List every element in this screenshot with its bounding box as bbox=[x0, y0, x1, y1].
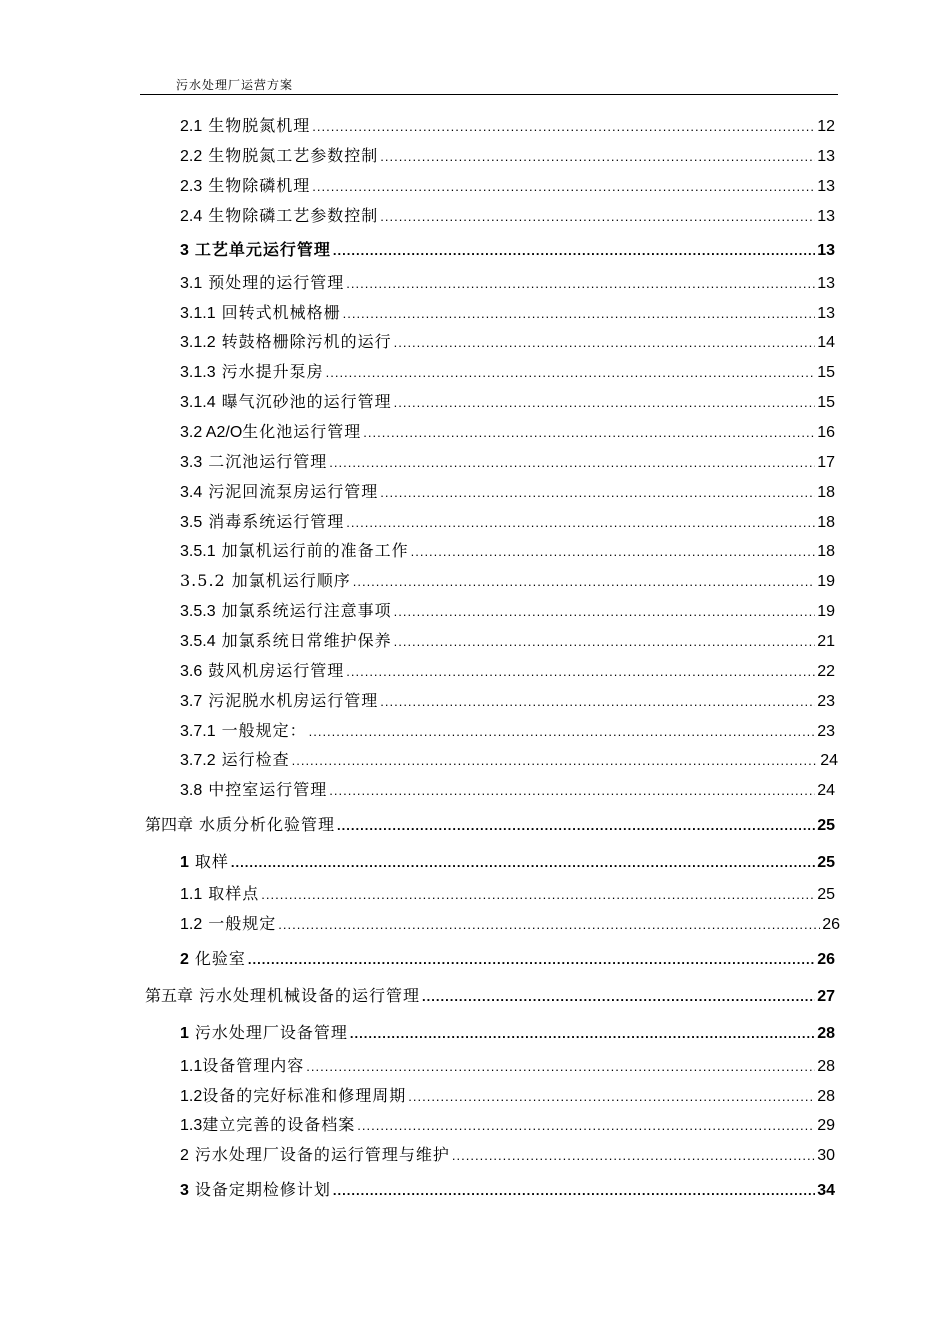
toc-entry-page: 28 bbox=[817, 1088, 835, 1105]
toc-entry-title: 加氯系统日常维护保养 bbox=[221, 631, 392, 650]
toc-leader-dots bbox=[309, 720, 816, 744]
toc-entry-title: 污水处理厂设备的运行管理与维护 bbox=[194, 1145, 450, 1164]
toc-entry-title: 生化池运行管理 bbox=[242, 422, 362, 441]
toc-entry-title: 加氯机运行前的准备工作 bbox=[221, 541, 409, 560]
toc-entry-page: 13 bbox=[817, 178, 835, 195]
toc-entry-page: 18 bbox=[817, 514, 835, 531]
toc-entry-page: 25 bbox=[817, 817, 835, 834]
toc-entry-title: 鼓风机房运行管理 bbox=[208, 661, 345, 680]
toc-entry-label bbox=[180, 450, 327, 475]
toc-leader-dots bbox=[422, 985, 815, 1009]
toc-entry-page: 29 bbox=[817, 1117, 835, 1134]
toc-entry-title: 中控室运行管理 bbox=[208, 780, 328, 799]
toc-entry-number: 3.2 A2/O bbox=[180, 424, 243, 441]
toc-leader-dots bbox=[343, 302, 816, 326]
toc-entry[interactable] bbox=[180, 882, 835, 906]
toc-entry-label bbox=[180, 238, 331, 263]
toc-entry[interactable] bbox=[180, 144, 835, 168]
toc-entry[interactable] bbox=[180, 719, 835, 743]
toc-entry-title: 设备的完好标准和修理周期 bbox=[202, 1086, 407, 1105]
toc-entry-title: 污水提升泵房 bbox=[221, 362, 324, 381]
toc-entry-number: 3.7.2 bbox=[180, 752, 216, 769]
toc-entry-page: 25 bbox=[817, 854, 835, 871]
toc-entry-label bbox=[180, 510, 344, 535]
toc-entry[interactable] bbox=[180, 850, 835, 874]
toc-entry-number: 第四章 bbox=[145, 815, 194, 834]
toc-entry[interactable] bbox=[180, 1054, 835, 1078]
toc-leader-dots bbox=[452, 1144, 815, 1168]
toc-entry-page: 19 bbox=[817, 603, 835, 620]
toc-entry[interactable] bbox=[180, 1084, 835, 1108]
toc-entry-number: 1 bbox=[180, 854, 189, 871]
toc-leader-dots bbox=[248, 948, 815, 972]
toc-entry-label bbox=[180, 539, 409, 564]
toc-entry[interactable] bbox=[180, 1021, 835, 1045]
toc-entry-label bbox=[180, 174, 310, 199]
toc-entry-label bbox=[180, 390, 392, 415]
toc-entry-title: 设备定期检修计划 bbox=[194, 1180, 331, 1199]
toc-entry-number: 3.1.3 bbox=[180, 364, 216, 381]
toc-entry[interactable] bbox=[180, 1143, 835, 1167]
toc-entry-page: 23 bbox=[817, 693, 835, 710]
toc-entry-number: 2 bbox=[180, 1147, 189, 1164]
toc-entry[interactable] bbox=[180, 420, 835, 444]
toc-entry-title: 水质分析化验管理 bbox=[199, 815, 336, 834]
toc-entry-label bbox=[180, 882, 259, 907]
toc-entry-page: 26 bbox=[817, 951, 835, 968]
toc-entry[interactable] bbox=[180, 1113, 835, 1137]
toc-entry[interactable] bbox=[180, 238, 835, 262]
toc-entry[interactable] bbox=[180, 114, 835, 138]
toc-entry-label bbox=[180, 480, 378, 505]
toc-entry-number: 2 bbox=[180, 951, 189, 968]
toc-entry[interactable] bbox=[180, 204, 835, 228]
toc-chapter-entry[interactable] bbox=[145, 813, 835, 837]
toc-entry-number: 3 bbox=[180, 1182, 189, 1199]
toc-entry-title: 运行检查 bbox=[221, 750, 290, 769]
toc-entry-number: 1.2 bbox=[180, 1088, 203, 1105]
toc-entry-title: 预处理的运行管理 bbox=[208, 273, 345, 292]
toc-entry-label bbox=[180, 569, 351, 593]
toc-entry-title: 加氯系统运行注意事项 bbox=[221, 601, 392, 620]
toc-entry[interactable] bbox=[180, 174, 835, 198]
toc-entry[interactable] bbox=[180, 689, 835, 713]
toc-entry-label bbox=[180, 420, 361, 445]
toc-entry-label bbox=[180, 1084, 406, 1109]
toc-entry[interactable] bbox=[180, 659, 835, 683]
toc-entry-page: 24 bbox=[820, 752, 838, 769]
toc-entry-number: 2.2 bbox=[180, 148, 203, 165]
toc-entry-page: 13 bbox=[817, 148, 835, 165]
toc-leader-dots bbox=[326, 361, 816, 385]
toc-entry-title: 回转式机械格栅 bbox=[221, 303, 341, 322]
toc-entry-number: 3.6 bbox=[180, 663, 203, 680]
toc-entry-page: 22 bbox=[817, 663, 835, 680]
toc-entry-number: 3.1.4 bbox=[180, 394, 216, 411]
toc-entry[interactable] bbox=[180, 301, 835, 325]
toc-entry[interactable] bbox=[180, 330, 835, 354]
toc-entry[interactable] bbox=[180, 539, 835, 563]
toc-entry-page: 14 bbox=[817, 334, 835, 351]
toc-leader-dots bbox=[380, 145, 815, 169]
toc-entry-page: 26 bbox=[822, 916, 840, 933]
toc-entry-label bbox=[180, 360, 324, 385]
toc-entry-page: 16 bbox=[817, 424, 835, 441]
toc-entry-page: 34 bbox=[817, 1182, 835, 1199]
toc-entry-number: 1 bbox=[180, 1025, 189, 1042]
toc-leader-dots bbox=[353, 570, 815, 594]
toc-entry-title: 取样点 bbox=[208, 884, 260, 903]
toc-leader-dots bbox=[329, 451, 815, 475]
toc-leader-dots bbox=[380, 205, 815, 229]
toc-leader-dots bbox=[411, 540, 816, 564]
toc-entry-page: 13 bbox=[817, 275, 835, 292]
toc-entry-label bbox=[180, 689, 378, 714]
toc-entry-number: 2.3 bbox=[180, 178, 203, 195]
toc-leader-dots bbox=[350, 1022, 815, 1046]
toc-entry-number: 第五章 bbox=[145, 986, 194, 1005]
toc-leader-dots bbox=[394, 630, 816, 654]
toc-entry[interactable] bbox=[180, 390, 835, 414]
toc-leader-dots bbox=[346, 511, 815, 535]
toc-entry-label bbox=[180, 850, 229, 875]
toc-entry-label bbox=[180, 330, 392, 355]
toc-leader-dots bbox=[394, 331, 816, 355]
toc-entry-title: 取样 bbox=[194, 852, 229, 871]
toc-entry-page: 13 bbox=[817, 242, 835, 259]
toc-entry-number: 3.5.4 bbox=[180, 633, 216, 650]
toc-entry-title: 一般规定 bbox=[208, 914, 277, 933]
toc-entry-page: 23 bbox=[817, 723, 835, 740]
toc-entry-label bbox=[180, 659, 344, 684]
toc-entry-title: 生物脱氮机理 bbox=[208, 116, 311, 135]
toc-leader-dots bbox=[306, 1055, 815, 1079]
toc-entry-label bbox=[145, 813, 335, 837]
toc-entry[interactable] bbox=[180, 1178, 835, 1202]
toc-entry-number: 3.7 bbox=[180, 693, 203, 710]
toc-entry-title: 生物脱氮工艺参数控制 bbox=[208, 146, 379, 165]
toc-entry-number: 3.1.1 bbox=[180, 305, 216, 322]
toc-entry-title: 设备管理内容 bbox=[202, 1056, 305, 1075]
toc-entry[interactable] bbox=[180, 271, 835, 295]
toc-entry-number: 3.1 bbox=[180, 275, 203, 292]
toc-entry-title: 加氯机运行顺序 bbox=[231, 571, 351, 590]
toc-entry-label bbox=[145, 984, 420, 1008]
toc-entry-label bbox=[180, 114, 310, 139]
toc-leader-dots bbox=[333, 239, 815, 263]
toc-leader-dots bbox=[380, 481, 815, 505]
toc-leader-dots bbox=[337, 814, 815, 838]
toc-entry-number: 3.5.2 bbox=[180, 571, 226, 590]
toc-entry-label bbox=[180, 1054, 304, 1079]
toc-entry-page: 15 bbox=[817, 364, 835, 381]
toc-leader-dots bbox=[380, 690, 815, 714]
toc-leader-dots bbox=[346, 272, 815, 296]
toc-entry-number: 1.1 bbox=[180, 1058, 203, 1075]
toc-entry-label bbox=[180, 144, 378, 169]
toc-entry-page: 15 bbox=[817, 394, 835, 411]
toc-entry-title: 转鼓格栅除污机的运行 bbox=[221, 332, 392, 351]
toc-entry-title: 建立完善的设备档案 bbox=[202, 1115, 356, 1134]
toc-entry[interactable] bbox=[180, 360, 835, 384]
toc-entry-label bbox=[180, 629, 392, 654]
toc-entry[interactable] bbox=[180, 510, 835, 534]
toc-entry-title: 一般规定： bbox=[221, 721, 307, 740]
toc-entry-number: 3.3 bbox=[180, 454, 203, 471]
toc-leader-dots bbox=[231, 851, 815, 875]
toc-entry-title: 污水处理厂设备管理 bbox=[194, 1023, 348, 1042]
toc-entry-label bbox=[180, 1178, 331, 1203]
toc-leader-dots bbox=[278, 913, 820, 937]
toc-entry-label bbox=[180, 778, 327, 803]
toc-entry-title: 生物除磷工艺参数控制 bbox=[208, 206, 379, 225]
toc-entry-page: 19 bbox=[817, 573, 835, 590]
toc-entry[interactable] bbox=[180, 569, 835, 593]
toc-entry-page: 28 bbox=[817, 1025, 835, 1042]
toc-entry-label bbox=[180, 271, 344, 296]
toc-entry-label bbox=[180, 1143, 450, 1168]
toc-entry-number: 3.7.1 bbox=[180, 723, 216, 740]
toc-entry-label bbox=[180, 1021, 348, 1046]
toc-entry-page: 21 bbox=[817, 633, 835, 650]
toc-leader-dots bbox=[394, 600, 816, 624]
toc-entry-label bbox=[180, 748, 290, 773]
toc-entry-label bbox=[180, 204, 378, 229]
toc-leader-dots bbox=[357, 1114, 815, 1138]
toc-entry-page: 30 bbox=[817, 1147, 835, 1164]
toc-entry-page: 18 bbox=[817, 543, 835, 560]
toc-leader-dots bbox=[261, 883, 815, 907]
toc-entry-title: 消毒系统运行管理 bbox=[208, 512, 345, 531]
toc-entry-number: 1.3 bbox=[180, 1117, 203, 1134]
toc-leader-dots bbox=[394, 391, 816, 415]
toc-entry[interactable] bbox=[180, 599, 835, 623]
toc-entry-page: 18 bbox=[817, 484, 835, 501]
toc-entry[interactable] bbox=[180, 629, 835, 653]
toc-entry[interactable] bbox=[180, 480, 835, 504]
toc-entry-title: 污水处理机械设备的运行管理 bbox=[199, 986, 421, 1005]
toc-entry-title: 化验室 bbox=[194, 949, 246, 968]
toc-entry-number: 3 bbox=[180, 242, 189, 259]
toc-entry[interactable] bbox=[180, 748, 838, 772]
toc-entry-page: 27 bbox=[817, 988, 835, 1005]
toc-entry-number: 3.5 bbox=[180, 514, 203, 531]
toc-leader-dots bbox=[363, 421, 815, 445]
toc-leader-dots bbox=[292, 749, 819, 773]
toc-entry[interactable] bbox=[180, 778, 835, 802]
toc-entry-number: 2.1 bbox=[180, 118, 203, 135]
toc-entry[interactable] bbox=[180, 450, 835, 474]
toc-entry[interactable] bbox=[180, 912, 840, 936]
toc-entry-number: 3.5.1 bbox=[180, 543, 216, 560]
toc-entry-title: 工艺单元运行管理 bbox=[194, 240, 331, 259]
toc-entry-number: 1.2 bbox=[180, 916, 203, 933]
toc-entry-title: 二沉池运行管理 bbox=[208, 452, 328, 471]
toc-leader-dots bbox=[333, 1179, 815, 1203]
toc-entry-number: 3.1.2 bbox=[180, 334, 216, 351]
toc-entry-page: 24 bbox=[817, 782, 835, 799]
toc-entry-label bbox=[180, 1113, 355, 1138]
toc-leader-dots bbox=[329, 779, 815, 803]
toc-chapter-entry[interactable] bbox=[145, 984, 835, 1008]
toc-entry-title: 污泥脱水机房运行管理 bbox=[208, 691, 379, 710]
toc-entry-label bbox=[180, 599, 392, 624]
toc-entry-title: 污泥回流泵房运行管理 bbox=[208, 482, 379, 501]
toc-leader-dots bbox=[312, 175, 815, 199]
header-title: 污水处理厂运营方案 bbox=[176, 78, 294, 92]
toc-entry-number: 3.8 bbox=[180, 782, 203, 799]
toc-entry-page: 13 bbox=[817, 208, 835, 225]
toc-entry-page: 12 bbox=[817, 118, 835, 135]
toc-entry-label bbox=[180, 301, 341, 326]
toc-entry-page: 17 bbox=[817, 454, 835, 471]
toc-entry-number: 3.5.3 bbox=[180, 603, 216, 620]
toc-entry-title: 生物除磷机理 bbox=[208, 176, 311, 195]
toc-entry-page: 25 bbox=[817, 886, 835, 903]
toc-entry-number: 3.4 bbox=[180, 484, 203, 501]
toc-leader-dots bbox=[346, 660, 815, 684]
toc-entry-label bbox=[180, 912, 276, 937]
toc-entry-page: 28 bbox=[817, 1058, 835, 1075]
toc-entry-label bbox=[180, 719, 307, 744]
toc-leader-dots bbox=[408, 1085, 815, 1109]
toc-entry-title: 曝气沉砂池的运行管理 bbox=[221, 392, 392, 411]
toc-leader-dots bbox=[312, 115, 815, 139]
toc-entry-page: 13 bbox=[817, 305, 835, 322]
toc-entry-number: 2.4 bbox=[180, 208, 203, 225]
toc-entry-label bbox=[180, 947, 246, 972]
toc-entry[interactable] bbox=[180, 947, 835, 971]
toc-entry-number: 1.1 bbox=[180, 886, 203, 903]
